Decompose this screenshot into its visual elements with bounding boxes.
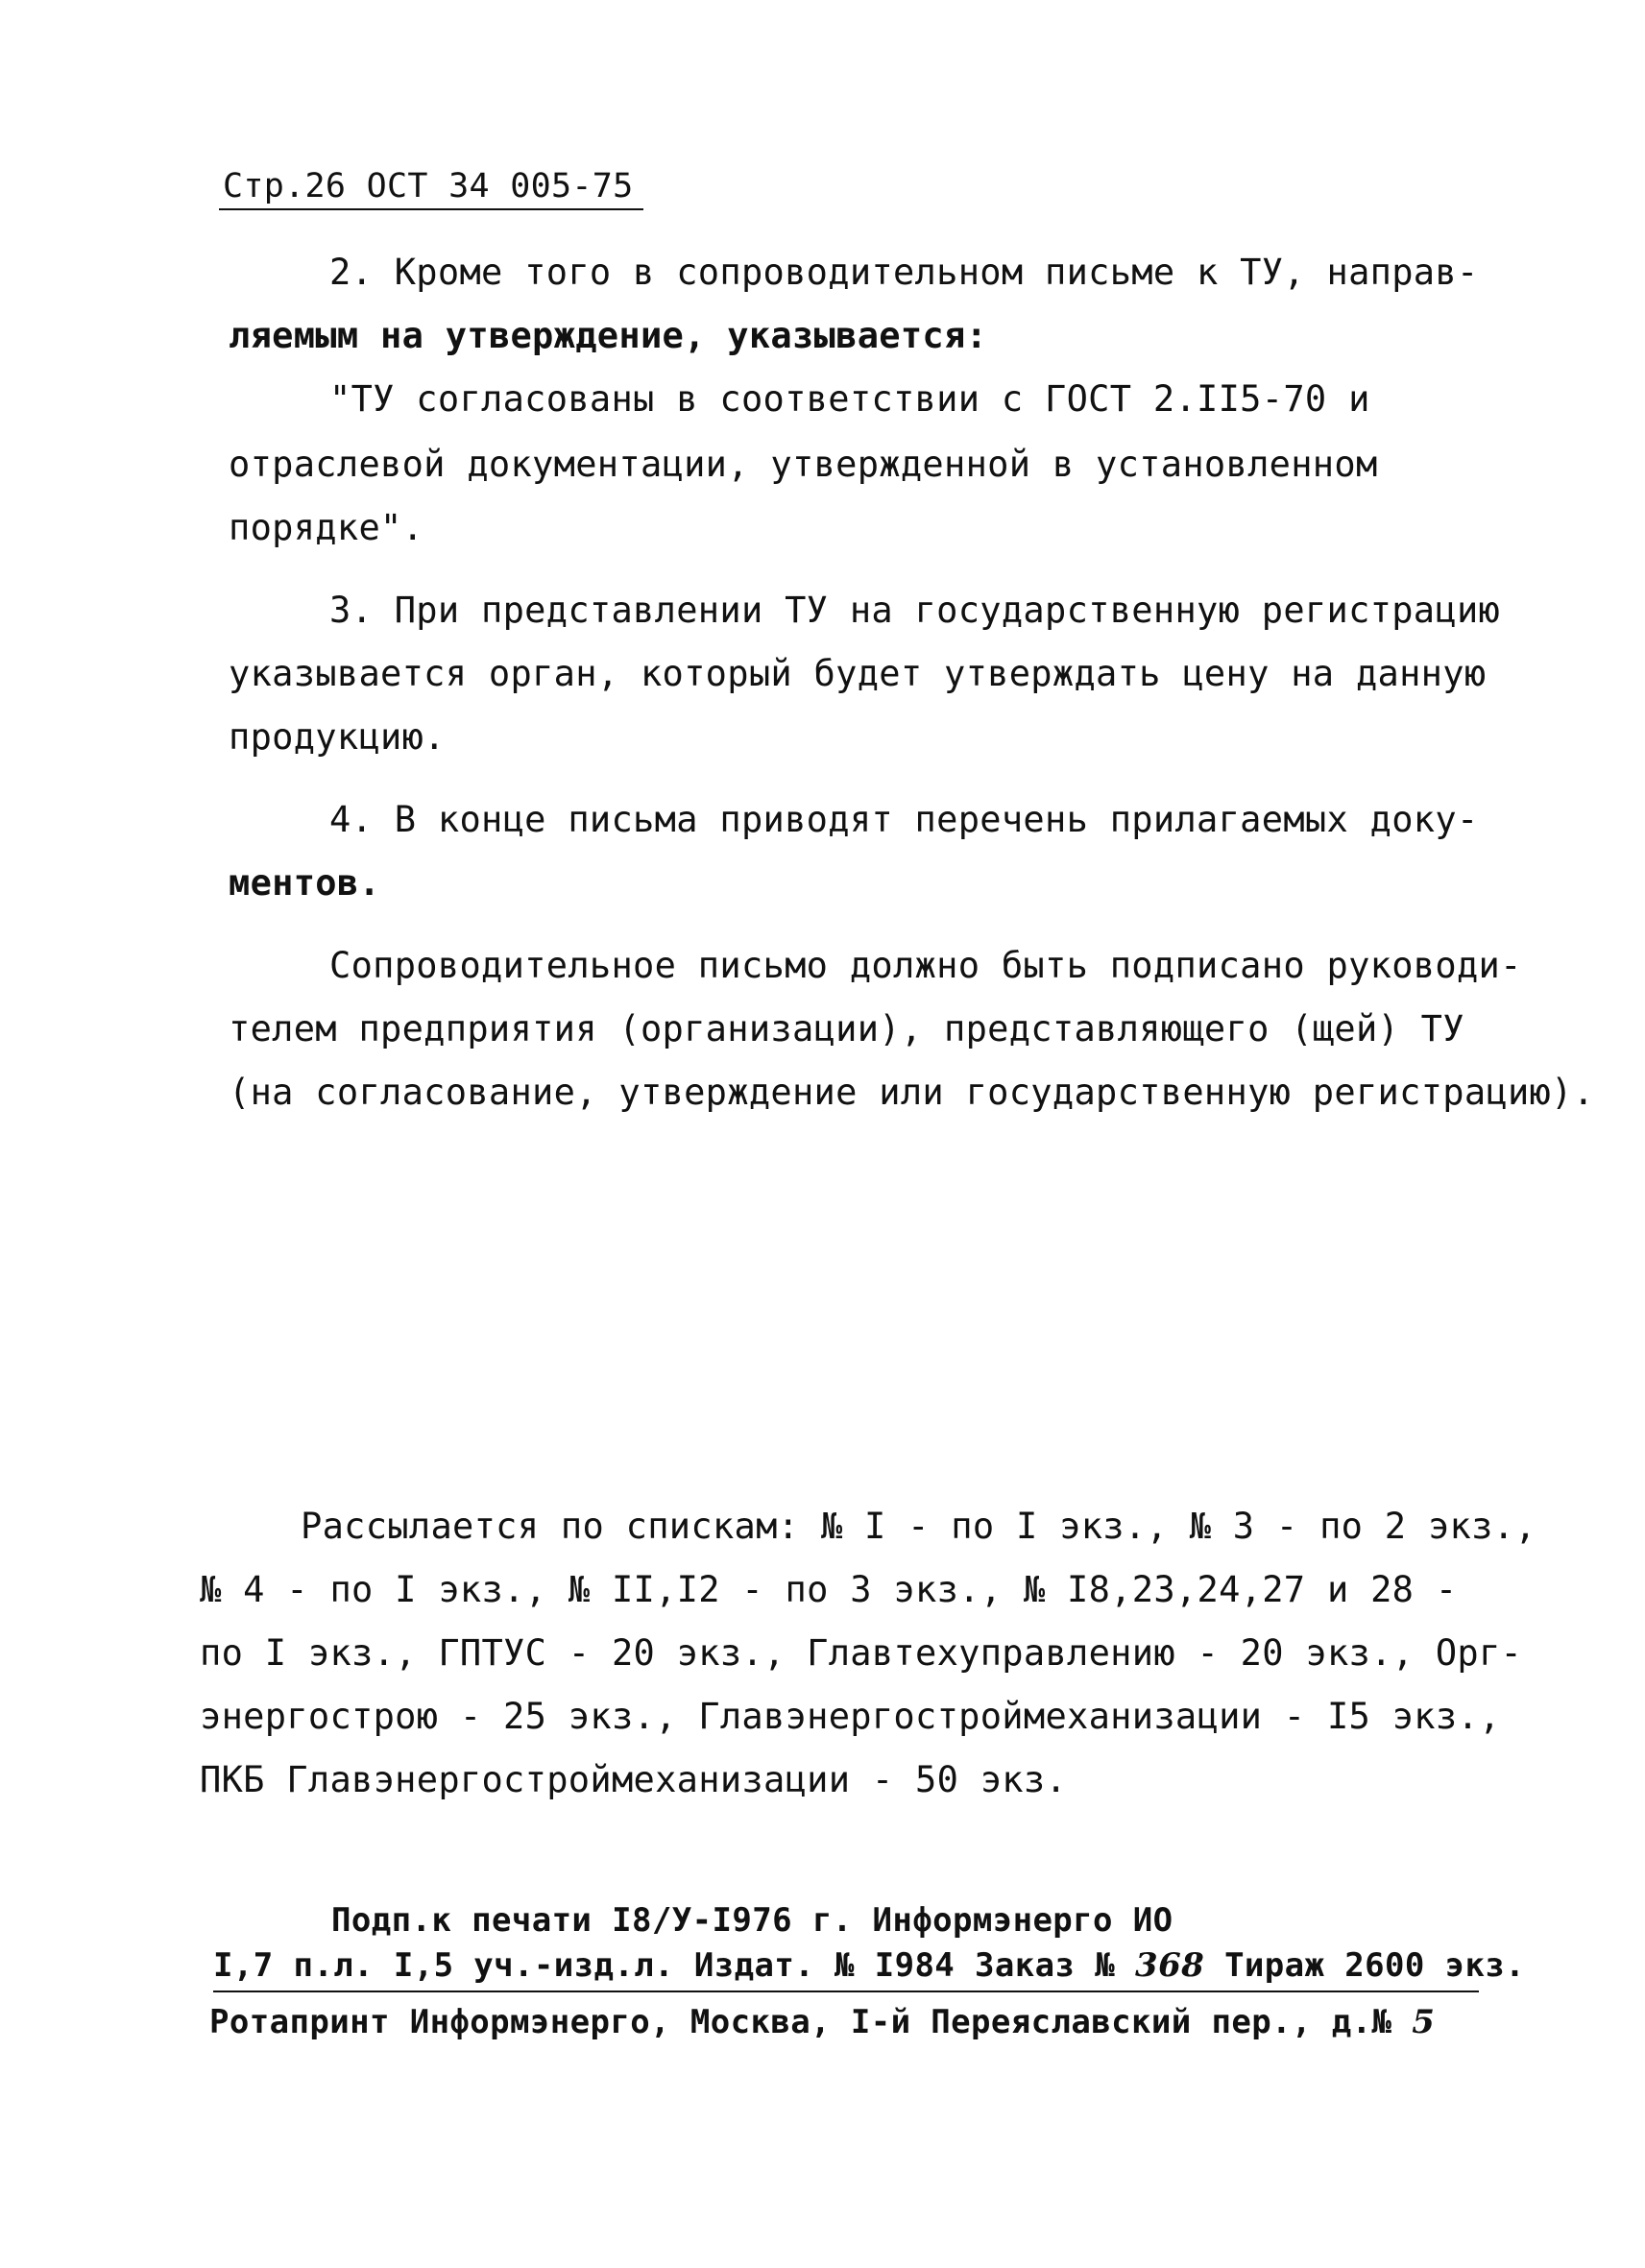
body-line: продукцию. [229, 716, 446, 758]
imprint-print-details: I,7 п.л. I,5 уч.-изд.л. Издат. № I984 Заказ № [213, 1946, 1116, 1985]
body-line: указывается орган, который будет утверждать цену на данную [229, 653, 1487, 694]
page-header: Стр.26 ОСТ 34 005-75 [223, 167, 634, 205]
body-line: ментов. [229, 862, 381, 904]
body-line: порядке". [229, 507, 424, 548]
header-underline [219, 208, 643, 210]
body-line: 4. В конце письма приводят перечень прилагаемых доку- [329, 799, 1479, 840]
imprint-print-run: Тираж 2600 экз. [1224, 1946, 1526, 1985]
distribution-line: энергострою - 25 экз., Главэнергостроймеханизации - I5 экз., [200, 1696, 1501, 1737]
body-line: 3. При представлении ТУ на государственную регистрацию [329, 590, 1501, 631]
imprint-line-3 [209, 2001, 1435, 2043]
distribution-line: № 4 - по I экз., № II,I2 - по 3 экз., № I8,23,24,27 и 28 - [200, 1569, 1458, 1610]
body-line: отраслевой документации, утвержденной в установленном [229, 444, 1378, 485]
body-line: (на согласование, утверждение или государственную регистрацию). [229, 1072, 1595, 1113]
imprint-line-2 [213, 1944, 1525, 1987]
distribution-line: по I экз., ГПТУС - 20 экз., Главтехуправлению - 20 экз., Орг- [200, 1632, 1523, 1674]
distribution-line: Рассылается по спискам: № I - по I экз., № 3 - по 2 экз., [301, 1506, 1536, 1547]
imprint-printer-address: Ротапринт Информэнерго, Москва, I-й Переяславский пер., д.№ [209, 2003, 1392, 2041]
body-line: ляемым на утверждение, указывается: [229, 315, 988, 356]
body-line: 2. Кроме того в сопроводительном письме к ТУ, направ- [329, 252, 1479, 293]
order-number-handwritten: 368 [1135, 1946, 1205, 1985]
body-line: Сопроводительное письмо должно быть подписано руководи- [329, 945, 1522, 986]
body-line: телем предприятия (организации), представляющего (щей) ТУ [229, 1008, 1464, 1050]
distribution-line: ПКБ Главэнергостроймеханизации - 50 экз. [200, 1759, 1068, 1800]
house-number-handwritten: 5 [1412, 2003, 1436, 2041]
imprint-rule [213, 1991, 1479, 1992]
body-line: "ТУ согласованы в соответствии с ГОСТ 2.II5-70 и [329, 378, 1370, 420]
imprint-line-1: Подп.к печати I8/У-I976 г. Информэнерго ИО [331, 1901, 1173, 1940]
